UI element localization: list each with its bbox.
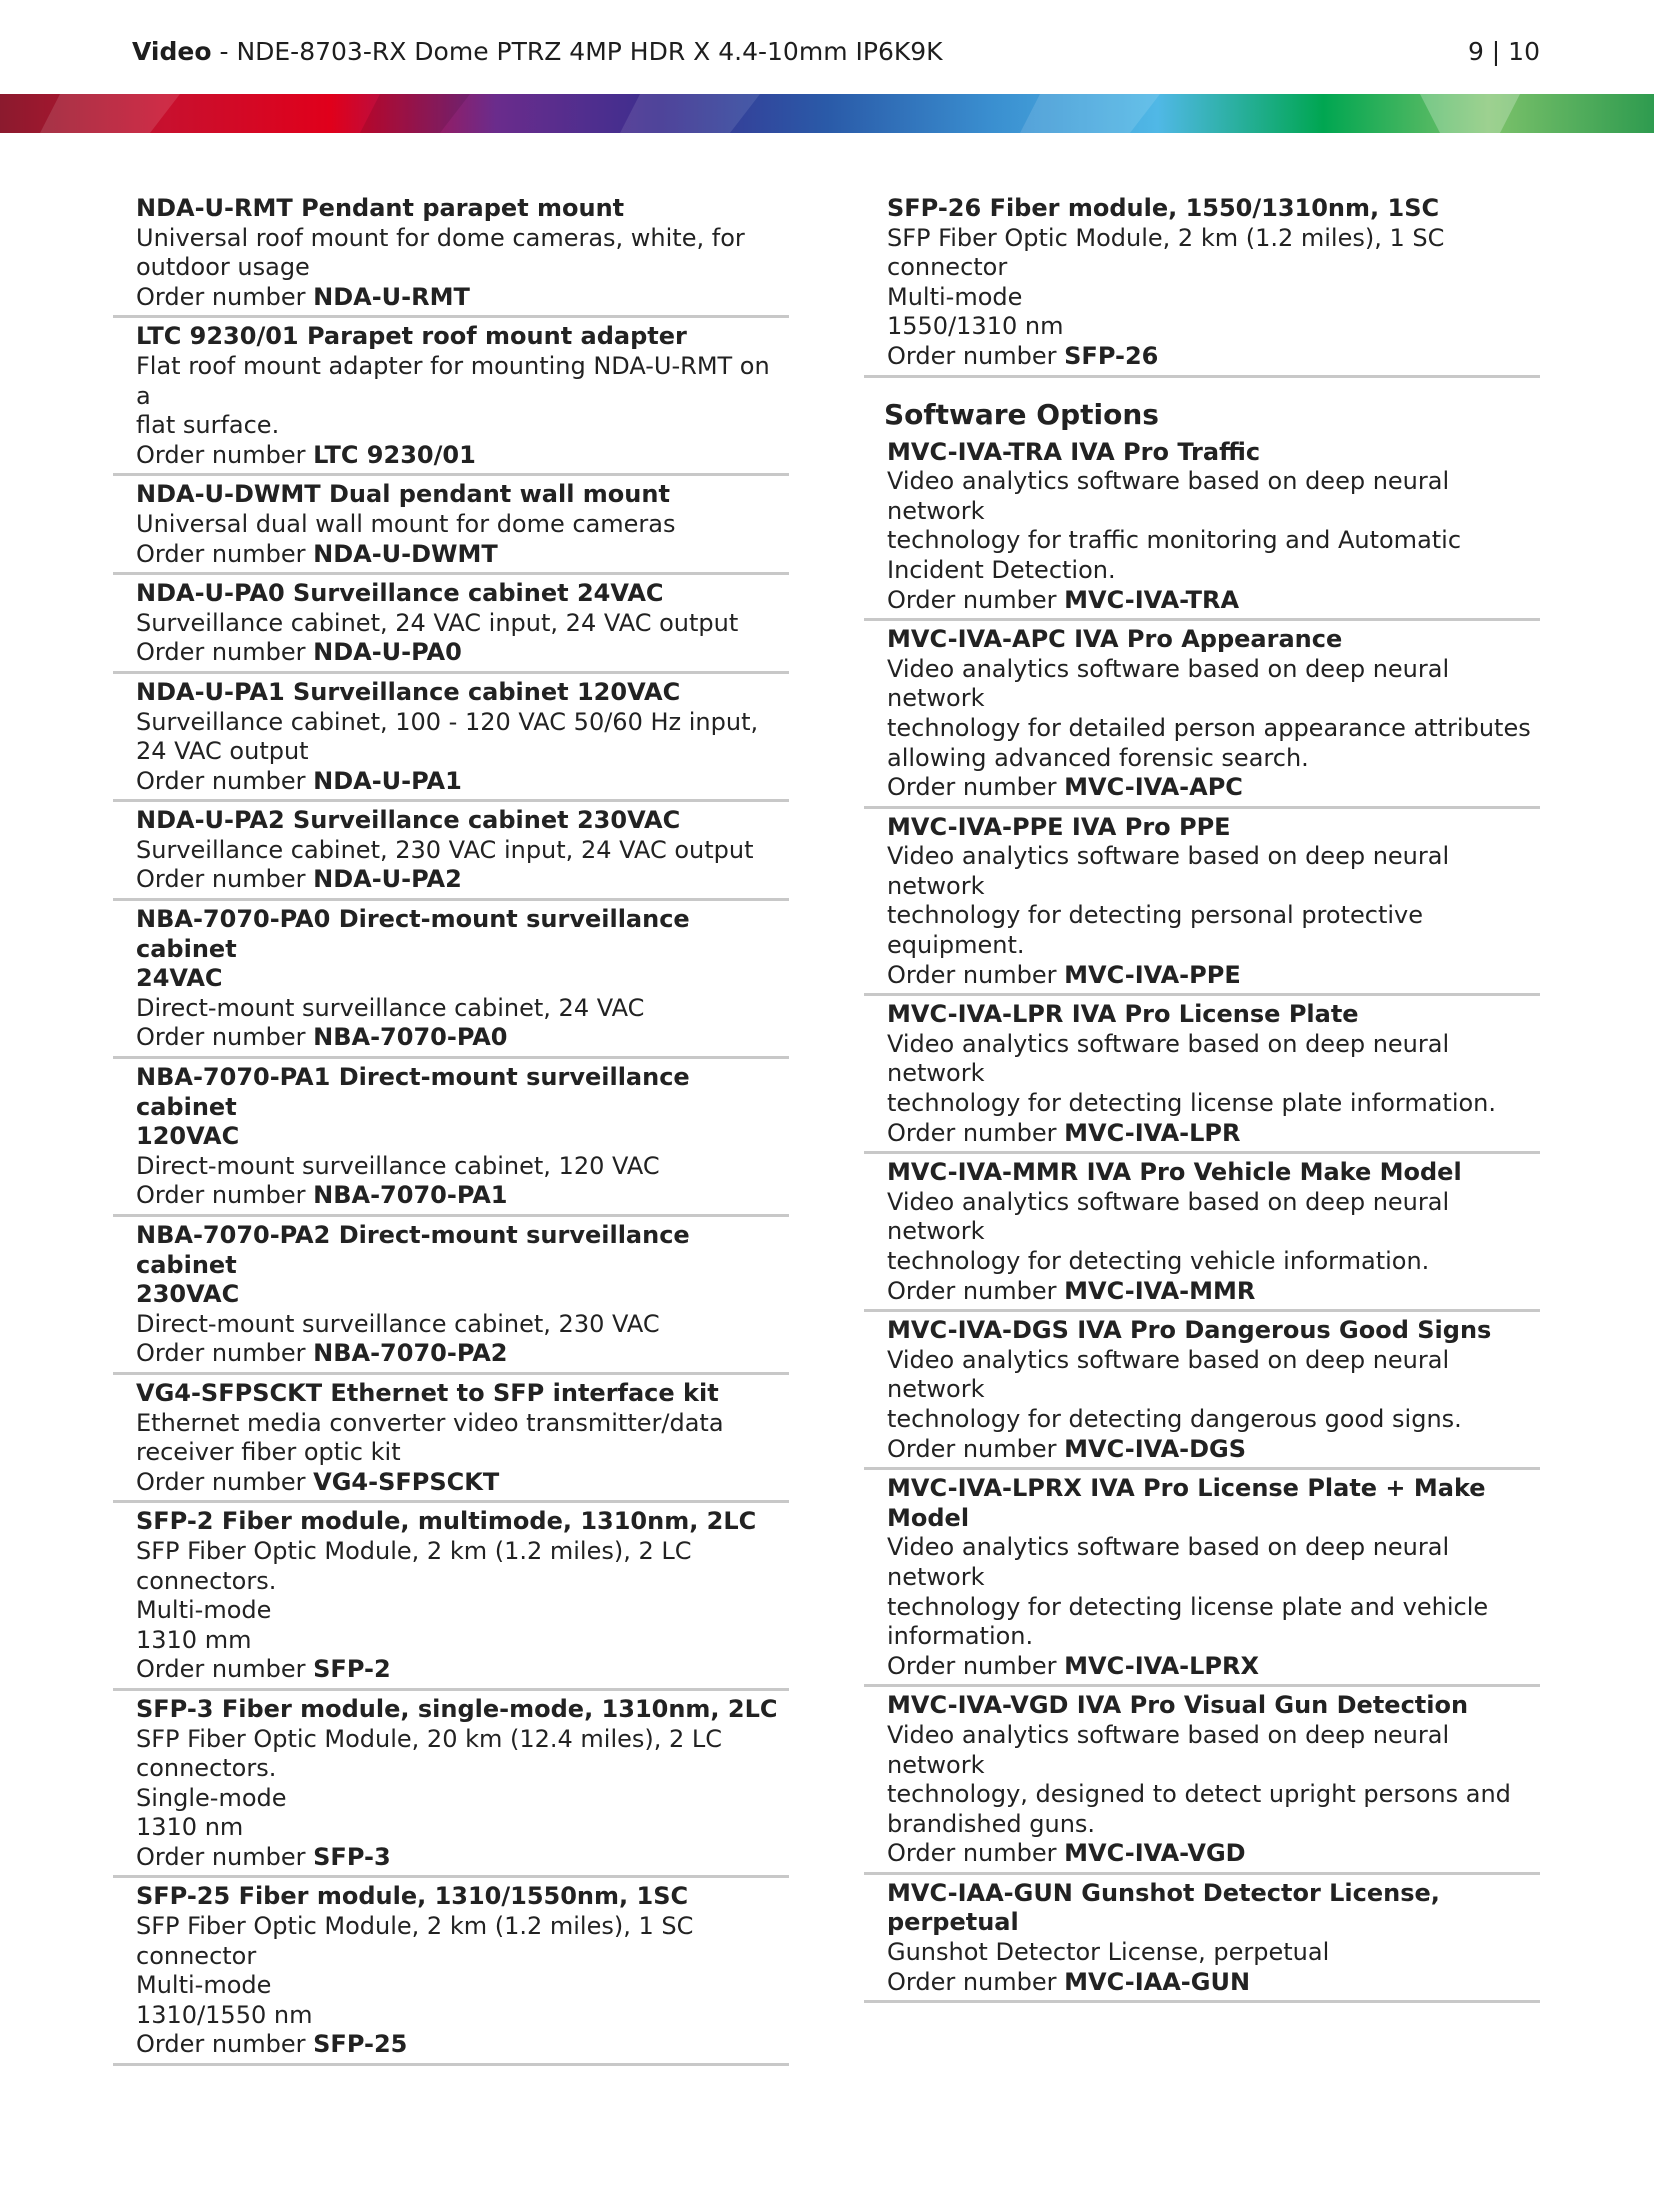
page-number: 9 | 10 <box>1467 37 1540 66</box>
order-number-value: NBA-7070-PA0 <box>313 1023 508 1052</box>
order-number-row <box>887 1839 1540 1869</box>
order-number-value: NBA-7070-PA1 <box>313 1181 508 1210</box>
item-title: SFP-26 Fiber module, 1550/1310nm, 1SC <box>887 194 1440 222</box>
order-number-label: Order number <box>887 1651 1065 1680</box>
item-description-line: technology, designed to detect upright persons and <box>887 1780 1511 1809</box>
order-number-value: VG4-SFPSCKT <box>313 1467 500 1496</box>
item-description-line: Surveillance cabinet, 24 VAC input, 24 VAC output <box>136 608 739 637</box>
item-description-line: Multi-mode <box>887 282 1023 311</box>
software-item <box>864 1470 1540 1687</box>
accessory-item <box>113 1375 789 1503</box>
order-number-label: Order number <box>136 766 314 795</box>
brand-band-graphic <box>0 94 1654 133</box>
order-number-row <box>887 961 1540 991</box>
order-number-label: Order number <box>136 539 314 568</box>
order-number-row <box>136 441 789 471</box>
accessory-item <box>113 575 789 674</box>
order-number-value: MVC-IAA-GUN <box>1064 1967 1251 1996</box>
item-description-line: Video analytics software based on deep neural network <box>887 1187 1450 1246</box>
order-number-row <box>136 767 789 797</box>
item-title: MVC-IVA-LPR IVA Pro License Plate <box>887 1000 1359 1029</box>
accessory-item <box>113 190 789 318</box>
software-item <box>864 1687 1540 1875</box>
order-number-label: Order number <box>887 585 1065 614</box>
order-number-value: SFP-25 <box>313 2030 408 2059</box>
order-number-label: Order number <box>887 960 1065 989</box>
header-separator: - <box>211 37 237 66</box>
order-number-label: Order number <box>136 1339 314 1368</box>
item-title: VG4-SFPSCKT Ethernet to SFP interface kit <box>136 1378 719 1407</box>
order-number-value: MVC-IVA-VGD <box>1064 1839 1246 1868</box>
item-description-line: Direct-mount surveillance cabinet, 230 VAC <box>136 1309 660 1338</box>
item-title: NDA-U-PA1 Surveillance cabinet 120VAC <box>136 677 681 706</box>
order-number-label: Order number <box>887 1839 1065 1868</box>
item-description-line: Video analytics software based on deep neural network <box>887 654 1450 713</box>
item-description-line: receiver fiber optic kit <box>136 1438 401 1467</box>
item-description-line: outdoor usage <box>136 253 310 282</box>
accessory-item <box>113 901 789 1059</box>
item-title: LTC 9230/01 Parapet roof mount adapter <box>136 322 687 351</box>
header-product: NDE-8703-RX Dome PTRZ 4MP HDR X 4.4-10mm IP6K9K <box>236 37 943 66</box>
software-item <box>864 996 1540 1154</box>
item-description-line: allowing advanced forensic search. <box>887 743 1309 772</box>
item-title: MVC-IAA-GUN Gunshot Detector License, perpetual <box>887 1878 1440 1937</box>
item-description-line: Video analytics software based on deep neural network <box>887 842 1450 900</box>
item-description-line: technology for detecting license plate and vehicle <box>887 1592 1489 1621</box>
order-number-value: SFP-2 <box>313 1655 391 1684</box>
order-number-label: Order number <box>887 1434 1065 1463</box>
item-description-line: flat surface. <box>136 411 280 440</box>
order-number-row <box>136 1655 789 1685</box>
order-number-value: MVC-IVA-PPE <box>1064 960 1241 989</box>
item-description-line: Video analytics software based on deep neural network <box>887 1345 1450 1404</box>
order-number-row <box>136 1339 789 1369</box>
item-title: MVC-IVA-VGD IVA Pro Visual Gun Detection <box>887 1691 1469 1720</box>
order-number-label: Order number <box>136 1023 314 1052</box>
order-number-value: NBA-7070-PA2 <box>313 1339 508 1368</box>
item-title: MVC-IVA-DGS IVA Pro Dangerous Good Signs <box>887 1316 1492 1345</box>
order-number-value: MVC-IVA-LPR <box>1064 1118 1241 1147</box>
right-column <box>864 190 1540 2003</box>
item-description-line: brandished guns. <box>887 1809 1096 1838</box>
item-description-line: connector <box>887 253 1008 282</box>
order-number-value: NDA-U-RMT <box>313 282 470 311</box>
item-description-line: technology for detecting personal protective <box>887 901 1423 930</box>
order-number-label: Order number <box>887 773 1065 802</box>
software-item <box>864 1154 1540 1312</box>
order-number-row <box>136 1023 789 1053</box>
item-title: MVC-IVA-PPE IVA Pro PPE <box>887 812 1231 841</box>
order-number-label: Order number <box>136 865 314 894</box>
order-number-row <box>136 1843 789 1873</box>
order-number-row <box>887 1277 1540 1307</box>
order-number-label: Order number <box>136 2030 314 2059</box>
item-title: NDA-U-PA0 Surveillance cabinet 24VAC <box>136 579 664 608</box>
order-number-value: LTC 9230/01 <box>313 440 476 469</box>
item-description-line: 1550/1310 nm <box>887 312 1064 341</box>
order-number-row <box>136 540 789 570</box>
item-title: NBA-7070-PA2 Direct-mount surveillance cabinet 230VAC <box>136 1221 690 1309</box>
order-number-label: Order number <box>887 1276 1065 1305</box>
accessory-item <box>113 476 789 575</box>
order-number-value: NDA-U-DWMT <box>313 539 498 568</box>
item-description-line: Gunshot Detector License, perpetual <box>887 1938 1330 1967</box>
order-number-value: MVC-IVA-TRA <box>1064 585 1240 614</box>
item-title: NBA-7070-PA1 Direct-mount surveillance cabinet 120VAC <box>136 1063 690 1151</box>
order-number-row <box>136 2030 789 2060</box>
item-title: MVC-IVA-APC IVA Pro Appearance <box>887 625 1343 654</box>
order-number-value: NDA-U-PA1 <box>313 766 462 795</box>
brand-color-band <box>0 94 1654 133</box>
item-title: NBA-7070-PA0 Direct-mount surveillance cabinet 24VAC <box>136 905 690 993</box>
item-description-line: Incident Detection. <box>887 555 1116 584</box>
item-description-line: connectors. <box>136 1754 277 1783</box>
item-title: NDA-U-PA2 Surveillance cabinet 230VAC <box>136 806 681 835</box>
item-title: NDA-U-RMT Pendant parapet mount <box>136 194 625 222</box>
order-number-row <box>136 1181 789 1211</box>
order-number-row <box>136 283 789 313</box>
item-description-line: Ethernet media converter video transmitter/data <box>136 1408 724 1437</box>
order-number-label: Order number <box>887 1118 1065 1147</box>
accessory-item <box>113 318 789 476</box>
item-description-line: information. <box>887 1622 1034 1651</box>
order-number-row <box>887 1652 1540 1682</box>
order-number-label: Order number <box>136 1842 314 1871</box>
order-number-row <box>136 865 789 895</box>
item-description-line: SFP Fiber Optic Module, 2 km (1.2 miles), 1 SC <box>887 223 1445 252</box>
order-number-row <box>136 1468 789 1498</box>
order-number-row <box>887 586 1540 616</box>
page-header <box>132 34 1540 70</box>
item-description-line: Video analytics software based on deep neural network <box>887 467 1450 525</box>
order-number-label: Order number <box>136 1467 314 1496</box>
software-item <box>864 1875 1540 2003</box>
order-number-value: SFP-26 <box>1064 341 1159 370</box>
item-description-line: Surveillance cabinet, 100 - 120 VAC 50/60 Hz input, <box>136 707 759 736</box>
order-number-row <box>887 1968 1540 1998</box>
item-title: SFP-2 Fiber module, multimode, 1310nm, 2LC <box>136 1507 757 1536</box>
order-number-label: Order number <box>136 1655 314 1684</box>
item-title: MVC-IVA-MMR IVA Pro Vehicle Make Model <box>887 1158 1462 1187</box>
header-category: Video <box>132 37 212 66</box>
order-number-value: MVC-IVA-DGS <box>1064 1434 1247 1463</box>
order-number-value: NDA-U-PA2 <box>313 865 462 894</box>
item-description-line: Universal dual wall mount for dome cameras <box>136 509 676 538</box>
item-title: SFP-25 Fiber module, 1310/1550nm, 1SC <box>136 1882 689 1911</box>
order-number-label: Order number <box>887 341 1065 370</box>
order-number-label: Order number <box>887 1967 1065 1996</box>
item-title: MVC-IVA-TRA IVA Pro Traffic <box>887 437 1261 466</box>
accessory-item <box>113 1691 789 1879</box>
item-description-line: SFP Fiber Optic Module, 2 km (1.2 miles), 1 SC <box>136 1912 694 1941</box>
item-description-line: Flat roof mount adapter for mounting NDA-U-RMT on a <box>136 351 770 410</box>
accessory-item <box>864 190 1540 378</box>
item-description-line: Video analytics software based on deep neural network <box>887 1720 1450 1779</box>
item-description-line: equipment. <box>887 931 1025 960</box>
accessory-item <box>113 674 789 802</box>
order-number-row <box>887 773 1540 803</box>
order-number-value: SFP-3 <box>313 1842 391 1871</box>
order-number-row <box>887 1119 1540 1149</box>
item-description-line: Multi-mode <box>136 1596 272 1625</box>
software-item <box>864 1312 1540 1470</box>
accessory-item <box>113 1878 789 2066</box>
order-number-label: Order number <box>136 440 314 469</box>
software-item <box>864 434 1540 622</box>
item-description-line: technology for detailed person appearance attributes <box>887 713 1531 742</box>
order-number-value: MVC-IVA-APC <box>1064 773 1243 802</box>
item-description-line: connectors. <box>136 1566 277 1595</box>
software-item <box>864 809 1540 997</box>
accessory-item <box>113 802 789 901</box>
order-number-value: MVC-IVA-MMR <box>1064 1276 1256 1305</box>
item-description-line: technology for detecting vehicle information. <box>887 1247 1430 1275</box>
accessory-item <box>113 1059 789 1217</box>
item-description-line: Surveillance cabinet, 230 VAC input, 24 VAC output <box>136 835 754 864</box>
item-description-line: connector <box>136 1941 257 1970</box>
order-number-value: MVC-IVA-LPRX <box>1064 1651 1259 1680</box>
item-title: SFP-3 Fiber module, single-mode, 1310nm, 2LC <box>136 1694 778 1723</box>
order-number-value: NDA-U-PA0 <box>313 638 462 667</box>
item-description-line: Multi-mode <box>136 1971 272 2000</box>
order-number-row <box>887 342 1540 372</box>
item-description-line: Video analytics software based on deep neural network <box>887 1533 1450 1591</box>
order-number-label: Order number <box>136 282 314 311</box>
item-description-line: SFP Fiber Optic Module, 2 km (1.2 miles), 2 LC <box>136 1536 692 1565</box>
item-description-line: 1310/1550 nm <box>136 2000 313 2029</box>
item-description-line: Direct-mount surveillance cabinet, 24 VAC <box>136 993 645 1022</box>
order-number-label: Order number <box>136 638 314 667</box>
item-description-line: 24 VAC output <box>136 737 309 766</box>
item-description-line: technology for traffic monitoring and Automatic <box>887 526 1462 555</box>
item-title: NDA-U-DWMT Dual pendant wall mount <box>136 480 670 509</box>
item-description-line: Universal roof mount for dome cameras, white, for <box>136 223 745 252</box>
accessory-item <box>113 1217 789 1375</box>
item-description-line: 1310 mm <box>136 1625 252 1654</box>
item-description-line: Single-mode <box>136 1783 287 1812</box>
software-item <box>864 621 1540 809</box>
item-title: MVC-IVA-LPRX IVA Pro License Plate + Make Model <box>887 1474 1486 1532</box>
software-options-heading: Software Options <box>884 397 1159 431</box>
left-column <box>113 190 789 2066</box>
item-description-line: SFP Fiber Optic Module, 20 km (12.4 miles), 2 LC <box>136 1724 723 1753</box>
item-description-line: Direct-mount surveillance cabinet, 120 VAC <box>136 1151 660 1180</box>
order-number-row <box>887 1435 1540 1465</box>
accessory-item <box>113 1503 789 1691</box>
item-description-line: technology for detecting license plate information. <box>887 1089 1497 1118</box>
order-number-row <box>136 638 789 668</box>
order-number-label: Order number <box>136 1181 314 1210</box>
item-description-line: Video analytics software based on deep neural network <box>887 1029 1450 1088</box>
item-description-line: technology for detecting dangerous good signs. <box>887 1404 1462 1433</box>
item-description-line: 1310 nm <box>136 1813 244 1842</box>
